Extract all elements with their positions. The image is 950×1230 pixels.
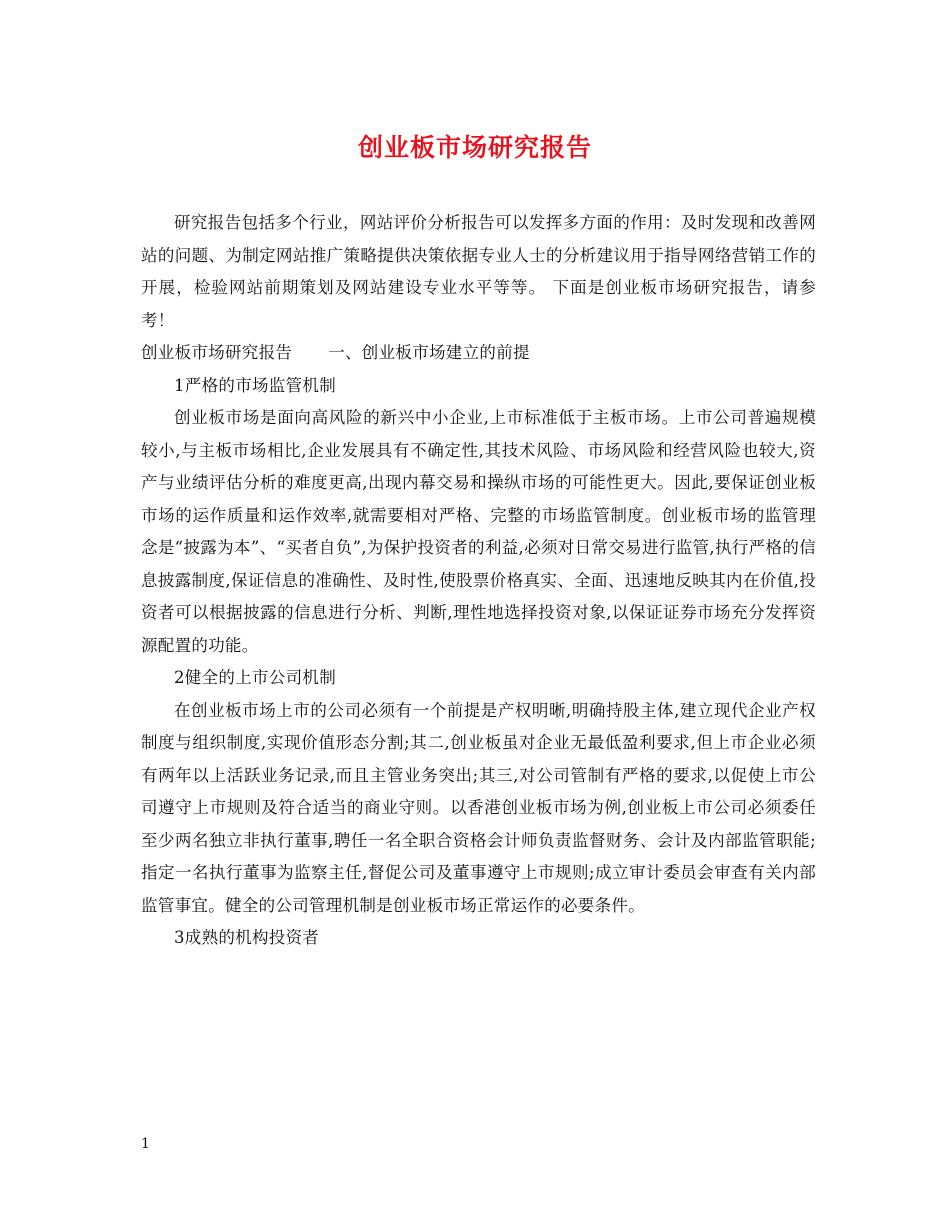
document-body (141, 207, 816, 955)
intro-paragraph: 研究报告包括多个行业，网站评价分析报告可以发挥多方面的作用：及时发现和改善网站的问题、为制定网站推广策略提供决策依据专业人士的分析建议用于指导网络营销工作的开展，检验网站前期策划及网站建设专业水平等等。 下面是创业板市场研究报告，请参考！ (141, 213, 816, 330)
document-title: 创业板市场研究报告 (357, 133, 592, 162)
subheading-2: 2健全的上市公司机制 (174, 668, 336, 687)
section-heading-1: 一、创业板市场建立的前提 (328, 343, 530, 362)
page-number: 1 (141, 1136, 150, 1152)
report-label: 创业板市场研究报告 (141, 343, 293, 362)
subheading-3: 3成熟的机构投资者 (174, 928, 320, 947)
report-heading-line (141, 337, 816, 370)
paragraph-2: 在创业板市场上市的公司必须有一个前提是产权明晰,明确持股主体,建立现代企业产权制度与组织制度,实现价值形态分割;其二,创业板虽对企业无最低盈利要求,但上市企业必须有两年以上活跃业务记录,而且主管业务突出;其三,对公司管制有严格的要求,以促使上市公司遵守上市规则及符合适当的商业守则。以香港创业板市场为例,创业板上市公司必须委任至少两名独立非执行董事,聘任一名全职合资格会计师负责监督财务、会计及内部监管职能;指定一名执行董事为监察主任,督促公司及董事遵守上市规则;成立审计委员会审查有关内部监管事宜。健全的公司管理机制是创业板市场正常运作的必要条件。 (141, 700, 816, 915)
paragraph-1: 创业板市场是面向高风险的新兴中小企业,上市标准低于主板市场。上市公司普遍规模较小,与主板市场相比,企业发展具有不确定性,其技术风险、市场风险和经营风险也较大,资产与业绩评估分析的难度更高,出现内幕交易和操纵市场的可能性更大。因此,要保证创业板市场的运作质量和运作效率,就需要相对严格、完整的市场监管制度。创业板市场的监管理念是“披露为本”、“买者自负”,为保护投资者的利益,必须对日常交易进行监管,执行严格的信息披露制度,保证信息的准确性、及时性,使股票价格真实、全面、迅速地反映其内在价值,投资者可以根据披露的信息进行分析、判断,理性地选择投资对象,以保证证券市场充分发挥资源配置的功能。 (141, 408, 816, 655)
subheading-1: 1严格的市场监管机制 (174, 375, 336, 395)
